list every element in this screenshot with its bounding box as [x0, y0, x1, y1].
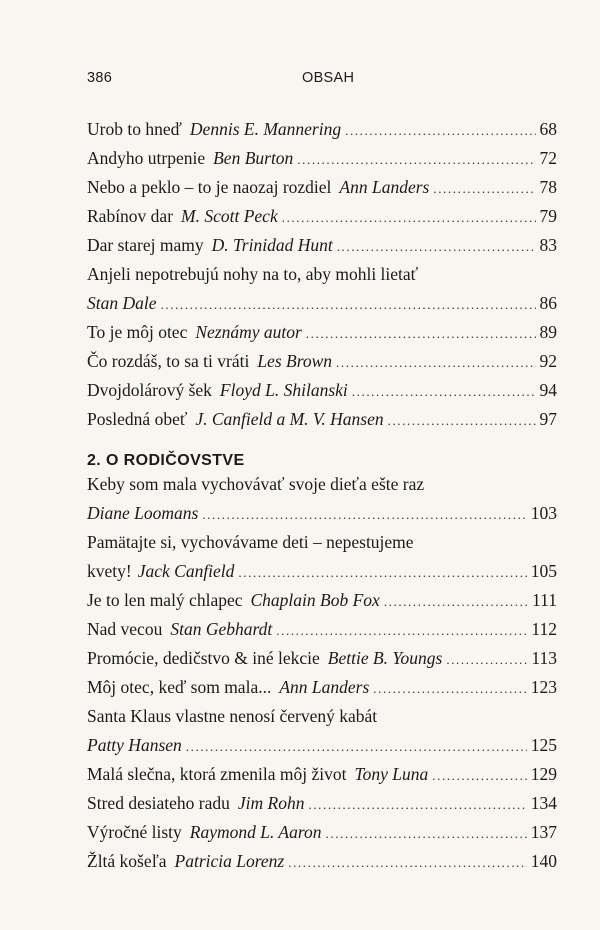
dot-leader	[161, 297, 536, 313]
entry-author: Dennis E. Mannering	[189, 119, 342, 139]
entry-title-line: Anjeli nepotrebujú nohy na to, aby mohli lietať	[87, 264, 419, 284]
toc-entry	[87, 822, 557, 851]
dot-leader	[276, 623, 527, 639]
entry-page: 112	[531, 619, 557, 639]
toc-entry	[87, 851, 557, 880]
dot-leader	[308, 797, 526, 813]
entry-title: Nebo a peklo – to je naozaj rozdiel	[87, 177, 332, 197]
running-title: OBSAH	[302, 70, 355, 86]
entry-author: Ben Burton	[213, 148, 294, 168]
entry-title: Môj otec, keď som mala...	[87, 677, 272, 697]
entry-title: To je môj otec	[87, 322, 188, 342]
entry-author: Tony Luna	[354, 764, 429, 784]
toc-entry	[87, 503, 557, 532]
entry-title: Rabínov dar	[87, 206, 174, 226]
dot-leader	[202, 507, 526, 523]
entry-title: Nad vecou	[87, 619, 163, 639]
entry-author: M. Scott Peck	[181, 206, 278, 226]
entry-author: Stan Dale	[87, 293, 157, 313]
toc-entry	[87, 561, 557, 590]
entry-page: 105	[530, 561, 557, 581]
entry-title: Čo rozdáš, to sa ti vráti	[87, 351, 250, 371]
entry-page: 103	[530, 503, 557, 523]
dot-leader	[384, 594, 528, 610]
dot-leader	[446, 652, 527, 668]
entry-author: Chaplain Bob Fox	[250, 590, 380, 610]
entry-author: Patty Hansen	[87, 735, 182, 755]
dot-leader	[297, 152, 535, 168]
dot-leader	[433, 181, 535, 197]
entry-page: 72	[539, 148, 557, 168]
entry-page: 78	[539, 177, 557, 197]
dot-leader	[337, 239, 536, 255]
page-header	[87, 70, 540, 94]
entry-page: 113	[531, 648, 557, 668]
toc-entry	[87, 380, 557, 409]
entry-page: 137	[530, 822, 557, 842]
dot-leader	[432, 768, 526, 784]
entry-page: 123	[530, 677, 557, 697]
entry-page: 79	[539, 206, 557, 226]
entry-title: Andyho utrpenie	[87, 148, 206, 168]
dot-leader	[282, 210, 536, 226]
toc-entry	[87, 322, 557, 351]
entry-page: 111	[532, 590, 557, 610]
entry-page: 94	[539, 380, 557, 400]
section-heading: 2. O RODIČOVSTVE	[87, 452, 245, 469]
entry-title: Dar starej mamy	[87, 235, 204, 255]
entry-title: Stred desiateho radu	[87, 793, 230, 813]
toc-entry	[87, 735, 557, 764]
entry-author: Diane Loomans	[87, 503, 199, 523]
entry-page: 83	[539, 235, 557, 255]
entry-author: Bettie B. Youngs	[327, 648, 443, 668]
dot-leader	[238, 565, 526, 581]
toc-entry	[87, 409, 557, 438]
entry-title: Urob to hneď	[87, 119, 182, 139]
entry-page: 129	[530, 764, 557, 784]
entry-title-line: Santa Klaus vlastne nenosí červený kabát	[87, 706, 378, 726]
toc-entry	[87, 764, 557, 793]
entry-author: Floyd L. Shilanski	[219, 380, 348, 400]
toc-entry	[87, 235, 557, 264]
entry-title: Malá slečna, ktorá zmenila môj život	[87, 764, 347, 784]
toc-entry	[87, 293, 557, 322]
toc-entry	[87, 177, 557, 206]
dot-leader	[352, 384, 536, 400]
dot-leader	[373, 681, 526, 697]
toc-entry	[87, 206, 557, 235]
entry-page: 86	[539, 293, 557, 313]
entry-title: Dvojdolárový šek	[87, 380, 212, 400]
entry-page: 140	[530, 851, 557, 871]
toc-entry	[87, 648, 557, 677]
dot-leader	[306, 326, 536, 342]
dot-leader	[186, 739, 527, 755]
entry-author: Jack Canfield	[137, 561, 235, 581]
table-of-contents	[87, 119, 557, 880]
dot-leader	[326, 826, 527, 842]
dot-leader	[345, 123, 535, 139]
toc-entry	[87, 590, 557, 619]
entry-author: Raymond L. Aaron	[189, 822, 322, 842]
entry-title: Je to len malý chlapec	[87, 590, 243, 610]
entry-title: Výročné listy	[87, 822, 182, 842]
toc-entry	[87, 148, 557, 177]
entry-title: kvety!	[87, 561, 132, 581]
entry-author: Ann Landers	[339, 177, 430, 197]
entry-author: Les Brown	[257, 351, 333, 371]
entry-page: 68	[539, 119, 557, 139]
toc-entry	[87, 619, 557, 648]
entry-title-line: Pamätajte si, vychovávame deti – nepestujeme	[87, 532, 414, 552]
entry-author: Stan Gebhardt	[170, 619, 273, 639]
toc-entry	[87, 793, 557, 822]
toc-entry	[87, 119, 557, 148]
entry-title: Promócie, dedičstvo & iné lekcie	[87, 648, 320, 668]
entry-page: 125	[530, 735, 557, 755]
toc-entry	[87, 677, 557, 706]
entry-author: Neznámy autor	[195, 322, 302, 342]
entry-author: Jim Rohn	[237, 793, 305, 813]
dot-leader	[388, 413, 536, 429]
dot-leader	[288, 855, 527, 871]
entry-author: Patricia Lorenz	[174, 851, 285, 871]
entry-title-line: Keby som mala vychovávať svoje dieťa ešte raz	[87, 474, 425, 494]
entry-title: Žltá košeľa	[87, 851, 167, 871]
toc-entry	[87, 351, 557, 380]
page-number: 386	[87, 70, 113, 86]
entry-author: Ann Landers	[279, 677, 370, 697]
entry-page: 89	[539, 322, 557, 342]
entry-author: J. Canfield a M. V. Hansen	[195, 409, 384, 429]
entry-page: 134	[530, 793, 557, 813]
entry-page: 97	[539, 409, 557, 429]
entry-page: 92	[539, 351, 557, 371]
dot-leader	[336, 355, 535, 371]
entry-author: D. Trinidad Hunt	[211, 235, 333, 255]
entry-title: Posledná obeť	[87, 409, 188, 429]
